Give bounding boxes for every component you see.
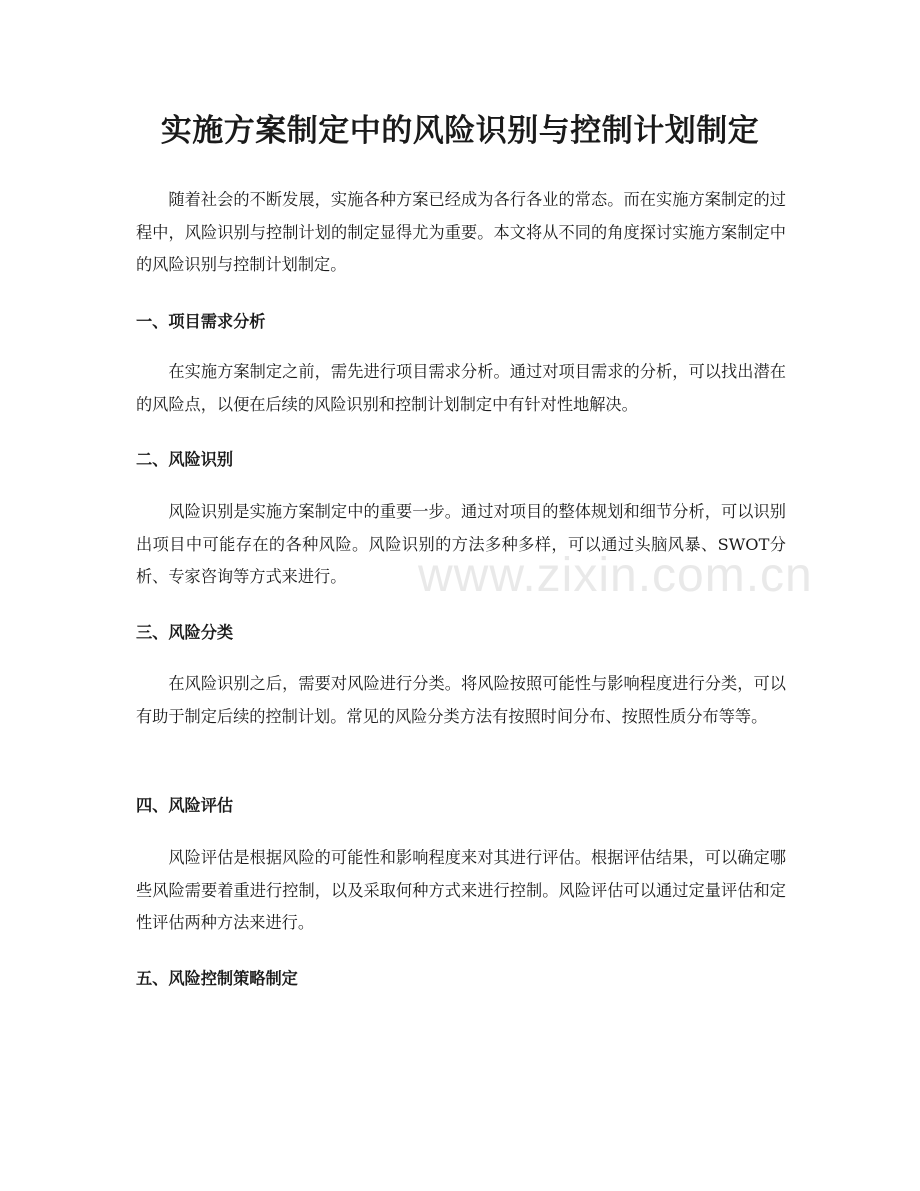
- section-body-3: 在风险识别之后，需要对风险进行分类。将风险按照可能性与影响程度进行分类，可以有助于制定后续的控制计划。常见的风险分类方法有按照时间分布、按照性质分布等等。: [136, 674, 786, 726]
- section-heading-4: 四、风险评估: [136, 796, 234, 815]
- section-body-1: 在实施方案制定之前，需先进行项目需求分析。通过对项目需求的分析，可以找出潜在的风险点，以便在后续的风险识别和控制计划制定中有针对性地解决。: [136, 362, 786, 414]
- section-heading-5: 五、风险控制策略制定: [136, 969, 298, 988]
- section-heading-3: 三、风险分类: [136, 623, 234, 642]
- section-body-2: 风险识别是实施方案制定中的重要一步。通过对项目的整体规划和细节分析，可以识别出项目中可能存在的各种风险。风险识别的方法多种多样，可以通过头脑风暴、SWOT分析、专家咨询等方式来进行。: [136, 502, 786, 587]
- document-title: 实施方案制定中的风险识别与控制计划制定: [160, 113, 760, 149]
- section-body-4: 风险评估是根据风险的可能性和影响程度来对其进行评估。根据评估结果，可以确定哪些风险需要着重进行控制，以及采取何种方式来进行控制。风险评估可以通过定量评估和定性评估两种方法来进行。: [136, 848, 786, 933]
- section-heading-1: 一、项目需求分析: [136, 312, 266, 331]
- section-heading-2: 二、风险识别: [136, 450, 234, 469]
- intro-paragraph: 随着社会的不断发展，实施各种方案已经成为各行各业的常态。而在实施方案制定的过程中，风险识别与控制计划的制定显得尤为重要。本文将从不同的角度探讨实施方案制定中的风险识别与控制计划制定。: [136, 190, 786, 275]
- watermark-text: www.zixin.com.cn: [418, 549, 813, 602]
